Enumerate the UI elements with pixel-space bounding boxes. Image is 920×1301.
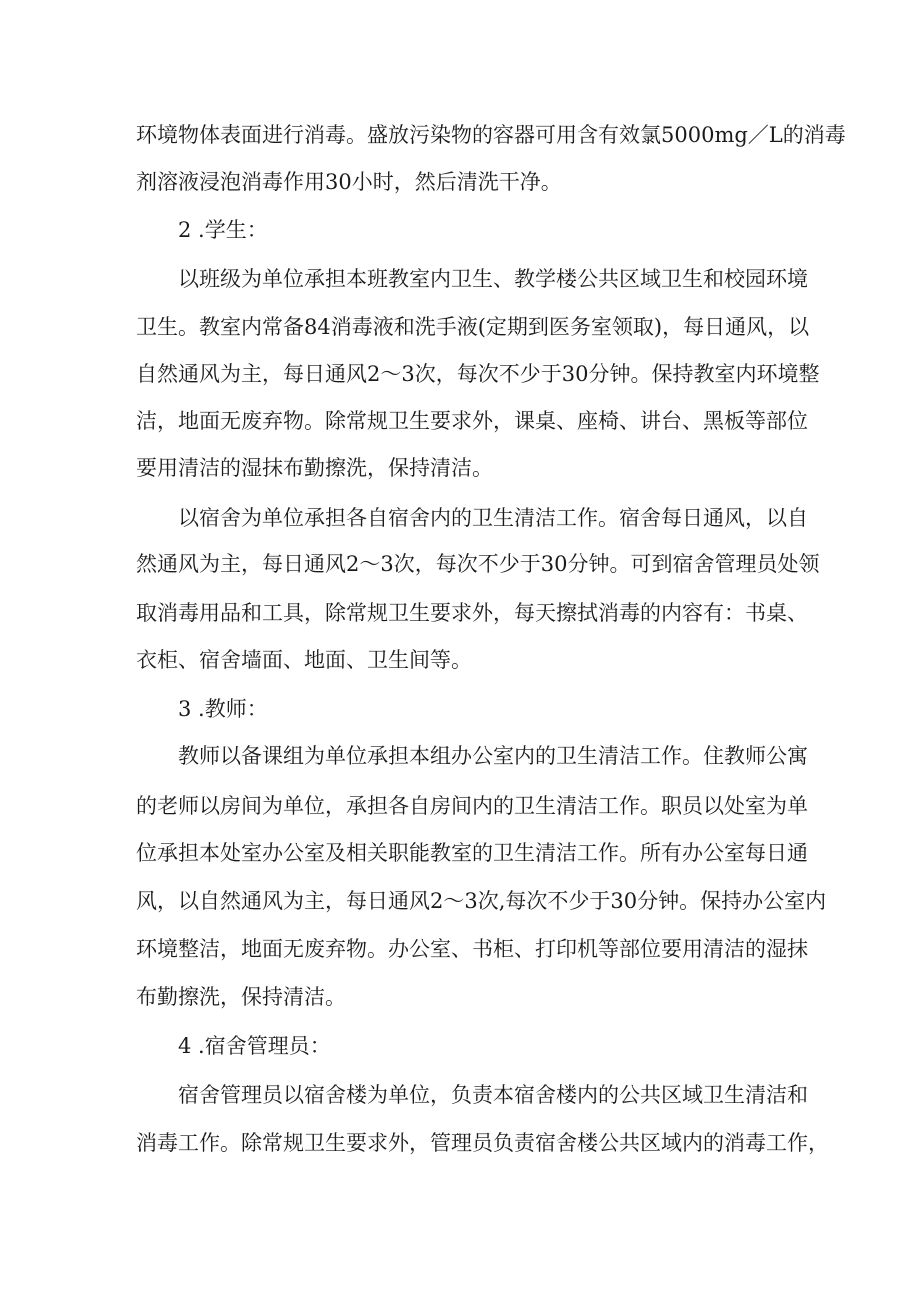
text-line: 自然通风为主，每日通风2～3次，每次不少于30分钟。保持教室内环境整	[136, 362, 820, 386]
text-line: 环境整洁，地面无废弃物。办公室、书柜、打印机等部位要用清洁的湿抹	[136, 937, 808, 961]
text-line: 风，以自然通风为主，每日通风2～3次,每次不少于30分钟。保持办公室内	[136, 889, 827, 913]
text-line: 消毒工作。除常规卫生要求外，管理员负责宿舍楼公共区域内的消毒工作，	[136, 1131, 829, 1155]
text-line: 位承担本处室办公室及相关职能教室的卫生清洁工作。所有办公室每日通	[136, 841, 808, 865]
section-heading-dorm-managers: 4 .宿舍管理员：	[178, 1034, 331, 1058]
text-line: 然通风为主，每日通风2～3次，每次不少于30分钟。可到宿舍管理员处领	[136, 552, 820, 576]
text-line: 洁，地面无废弃物。除常规卫生要求外，课桌、座椅、讲台、黑板等部位	[136, 409, 808, 433]
text-line: 教师以备课组为单位承担本组办公室内的卫生清洁工作。住教师公寓	[178, 744, 808, 768]
text-line: 以班级为单位承担本班教室内卫生、教学楼公共区域卫生和校园环境	[178, 267, 808, 291]
section-heading-students: 2 .学生：	[178, 218, 268, 242]
text-line: 布勤擦洗，保持清洁。	[136, 985, 346, 1009]
text-line: 衣柜、宿舍墙面、地面、卫生间等。	[136, 648, 472, 672]
text-line: 以宿舍为单位承担各自宿舍内的卫生清洁工作。宿舍每日通风，以自	[178, 506, 808, 530]
text-line: 取消毒用品和工具，除常规卫生要求外，每天擦拭消毒的内容有：书桌、	[136, 601, 808, 625]
text-line: 环境物体表面进行消毒。盛放污染物的容器可用含有效氯5000mg／L的消毒	[136, 123, 846, 147]
text-line: 卫生。教室内常备84消毒液和洗手液(定期到医务室领取)，每日通风，以	[136, 315, 810, 339]
text-line: 的老师以房间为单位，承担各自房间内的卫生清洁工作。职员以处室为单	[136, 794, 808, 818]
text-line: 剂溶液浸泡消毒作用30小时，然后清洗干净。	[136, 170, 562, 194]
section-heading-teachers: 3 .教师：	[178, 697, 268, 721]
text-line: 宿舍管理员以宿舍楼为单位，负责本宿舍楼内的公共区域卫生清洁和	[178, 1083, 808, 1107]
text-line: 要用清洁的湿抹布勤擦洗，保持清洁。	[136, 456, 493, 480]
